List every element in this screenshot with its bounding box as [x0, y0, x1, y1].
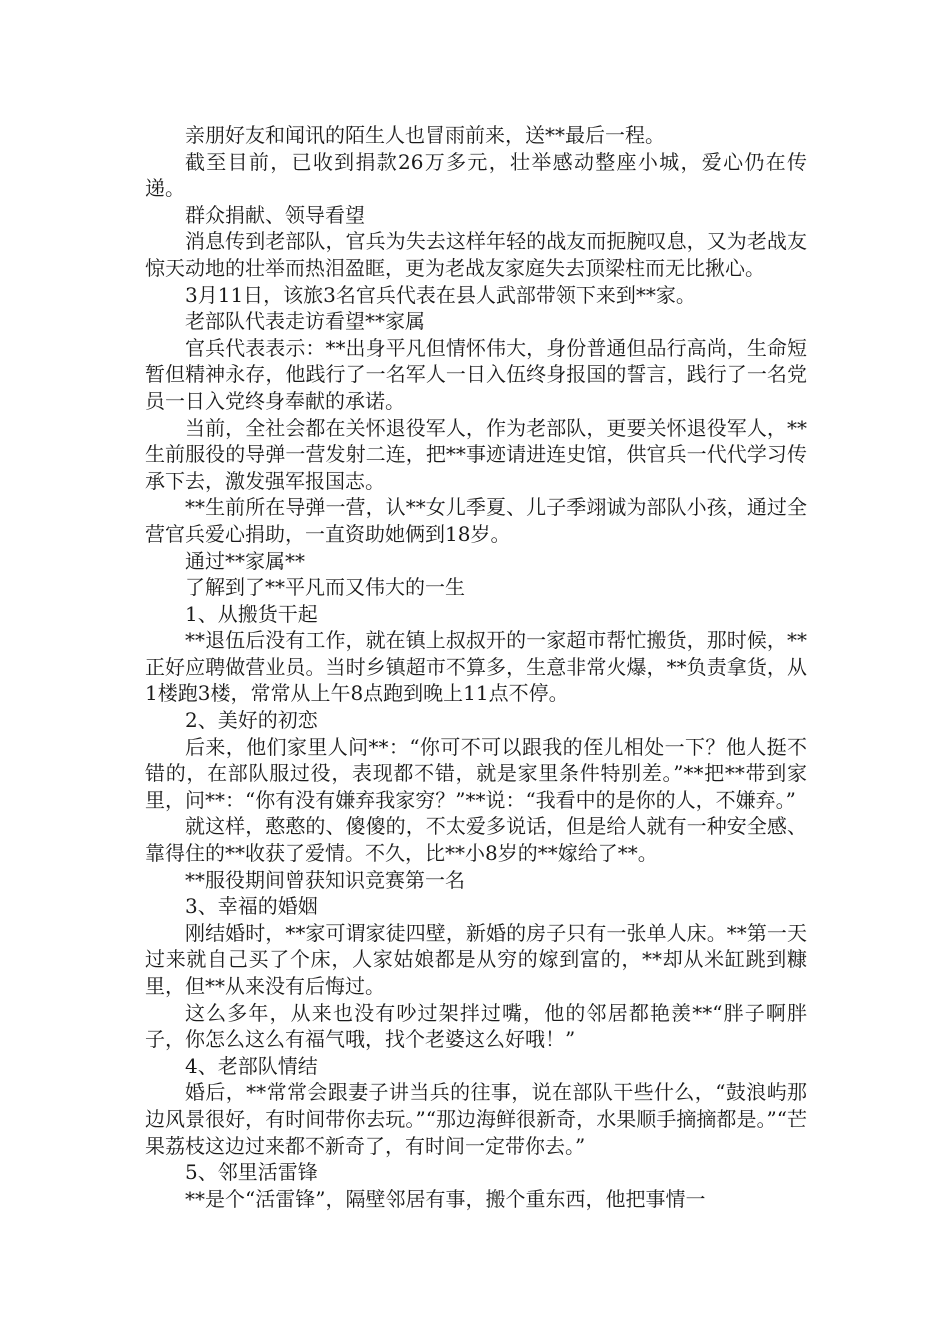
section-heading-5: 5、邻里活雷锋 [185, 1160, 318, 1185]
section-heading-2: 2、美好的初恋 [185, 708, 318, 733]
paragraph-13: **退伍后没有工作，就在镇上叔叔开的一家超市帮忙搬货，那时候，**正好应聘做营业员。当时乡镇超市不算多，生意非常火爆，**负责拿货，从1楼跑3楼，常常从上午8点跑到晚上11点不停。 [145, 628, 807, 706]
paragraph-20: 这么多年，从来也没有吵过架拌过嘴，他的邻居都艳羡**“胖子啊胖子，你怎么这么有福气哦，找个老婆这么好哦！” [145, 1000, 807, 1052]
section-heading-family: 通过**家属** [185, 548, 305, 573]
paragraph-24: **是个“活雷锋”，隔壁邻居有事，搬个重东西，他把事情一 [185, 1186, 706, 1211]
section-heading-donation: 群众捐献、领导看望 [185, 202, 365, 227]
paragraph-8: 当前，全社会都在关怀退役军人，作为老部队，更要关怀退役军人，**生前服役的导弹一营发射二连，把**事迹请进连史馆，供官兵一代代学习传承下去，激发强军报国志。 [145, 415, 807, 493]
section-subheading-life: 了解到了**平凡而又伟大的一生 [185, 575, 465, 600]
paragraph-2: 截至目前，已收到捐款26万多元，壮举感动整座小城，爱心仍在传递。 [145, 149, 807, 201]
paragraph-5: 3月11日，该旅3名官兵代表在县人武部带领下来到**家。 [185, 282, 696, 307]
section-heading-3: 3、幸福的婚姻 [185, 894, 318, 919]
paragraph-15: 后来，他们家里人问**：“你可不可以跟我的侄儿相处一下？他人挺不错的，在部队服过役，表现都不错，就是家里条件特别差。”**把**带到家里，问**：“你有没有嫌弃我家穷？”**说：“我看中的是你的人，不嫌弃。” [145, 734, 807, 812]
paragraph-7: 官兵代表表示：**出身平凡但情怀伟大，身份普通但品行高尚，生命短暂但精神永存，他践行了一名军人一日入伍终身报国的誓言，践行了一名党员一日入党终身奉献的承诺。 [145, 335, 807, 413]
paragraph-1: 亲朋好友和闻讯的陌生人也冒雨前来，送**最后一程。 [185, 123, 665, 147]
paragraph-22: 婚后，**常常会跟妻子讲当兵的往事，说在部队干些什么，“鼓浪屿那边风景很好，有时间带你去玩。”“那边海鲜很新奇，水果顺手摘摘都是。”“芒果荔枝这边过来都不新奇了，有时间一定带你去。” [145, 1080, 807, 1158]
section-heading-visit: 老部队代表走访看望**家属 [185, 309, 425, 334]
paragraph-16: 就这样，憨憨的、傻傻的，不太爱多说话，但是给人就有一种安全感、靠得住的**收获了爱情。不久，比**小8岁的**嫁给了**。 [145, 814, 807, 866]
caption-contest: **服役期间曾获知识竞赛第一名 [185, 867, 465, 892]
section-heading-4: 4、老部队情结 [185, 1053, 318, 1078]
section-heading-1: 1、从搬货干起 [185, 601, 318, 626]
paragraph-4: 消息传到老部队，官兵为失去这样年轻的战友而扼腕叹息，又为老战友惊天动地的壮举而热泪盈眶，更为老战友家庭失去顶梁柱而无比揪心。 [145, 229, 807, 280]
paragraph-9: **生前所在导弹一营，认**女儿季夏、儿子季翊诚为部队小孩，通过全营官兵爱心捐助，一直资助她俩到18岁。 [145, 495, 807, 546]
document-body [145, 122, 807, 1212]
paragraph-19: 刚结婚时，**家可谓家徒四壁，新婚的房子只有一张单人床。**第一天过来就自己买了个床，人家姑娘都是从穷的嫁到富的，**却从米缸跳到糠里，但**从来没有后悔过。 [145, 920, 807, 998]
